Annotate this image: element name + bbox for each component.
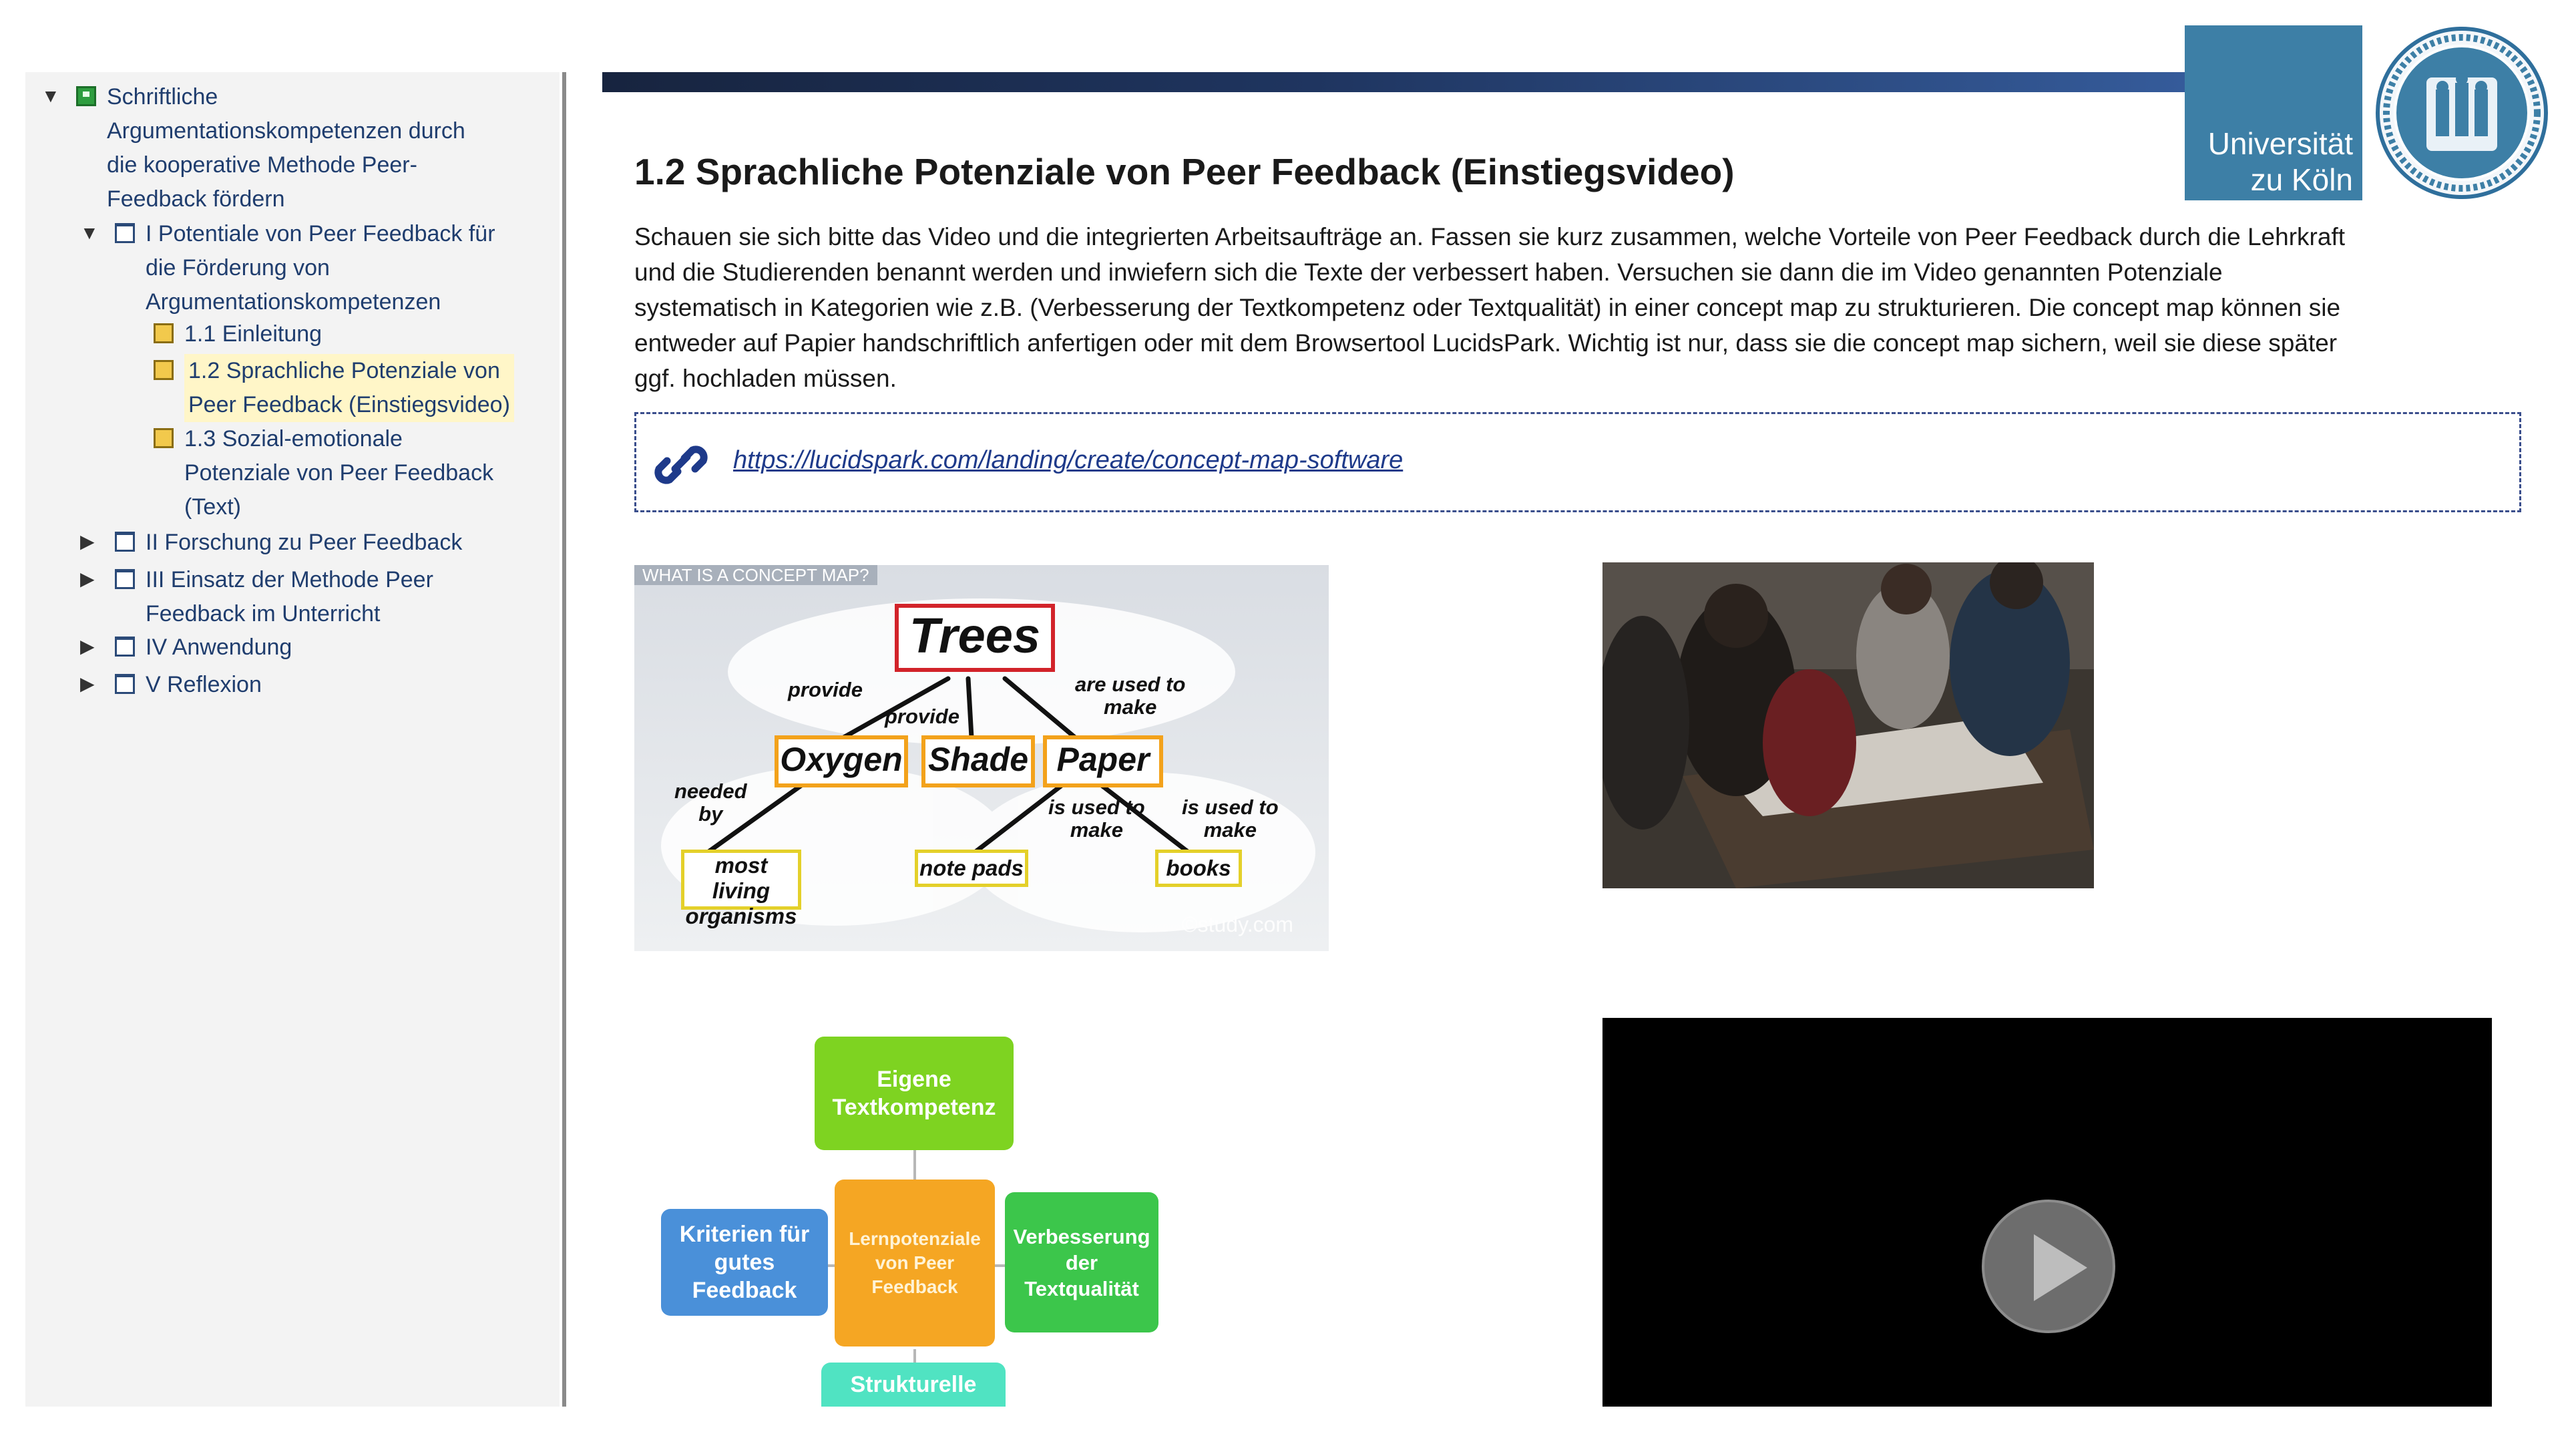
concept-map-example-image (634, 565, 1329, 951)
header-gradient-bar (602, 72, 2185, 92)
node-note-pads: note pads (915, 850, 1028, 887)
play-icon[interactable] (1982, 1200, 2115, 1333)
logo-line-1: Universität (2207, 126, 2353, 161)
folder-icon (115, 637, 135, 657)
page-title: 1.2 Sprachliche Potenziale von Peer Feedback (Einstiegsvideo) (634, 151, 1735, 192)
instruction-line: und die Studierenden benannt werden und inwiefern sich die Texte der verbessert haben. Versuchen sie dann die im Video genannten Potenziale (634, 258, 2223, 286)
concept-node-strukturelle: Strukturelle (821, 1363, 1006, 1407)
sidebar-divider[interactable] (562, 72, 566, 1407)
tree-item-label[interactable]: III Einsatz der Methode Peer Feedback im Unterricht (146, 567, 433, 626)
green-document-icon (76, 86, 96, 106)
tree-item-label[interactable]: 1.1 Einleitung (184, 321, 323, 347)
students-photo (1602, 562, 2094, 888)
instruction-line: ggf. hochladen müssen. (634, 365, 897, 392)
tree-item-chapter-4[interactable] (80, 631, 292, 665)
collapsed-arrow-icon[interactable]: ▶ (80, 568, 95, 589)
tree-item-1-2-active[interactable] (154, 354, 514, 422)
collapsed-arrow-icon[interactable]: ▶ (80, 531, 95, 552)
page-icon (154, 323, 174, 343)
tree-item-chapter-2[interactable] (80, 526, 462, 560)
university-seal-icon (2374, 25, 2549, 200)
video-player[interactable] (1602, 1018, 2492, 1407)
folder-icon (115, 223, 135, 243)
concept-node-kriterien: Kriterien für gutes Feedback (661, 1209, 828, 1316)
link-icon (652, 438, 710, 492)
folder-icon (115, 674, 135, 694)
folder-icon (115, 532, 135, 552)
tree-item-1-1[interactable] (154, 317, 322, 351)
concept-node-lernpotenziale: Lernpotenziale von Peer Feedback (835, 1180, 995, 1346)
folder-icon (115, 569, 135, 589)
expanded-arrow-icon[interactable]: ▼ (41, 85, 60, 106)
university-logo[interactable] (2185, 25, 2362, 200)
tree-item-label[interactable]: 1.2 Sprachliche Potenziale von Peer Feedback (Einstiegsvideo) (184, 354, 514, 422)
instruction-line: systematisch in Kategorien wie z.B. (Verbesserung der Textkompetenz oder Textqualität) in einer concept map zu strukturieren. Die concept map können sie (634, 294, 2341, 321)
lucidspark-link[interactable]: https://lucidspark.com/landing/create/concept-map-software (733, 446, 1404, 474)
concept-node-eigene-textkompetenz: Eigene Textkompetenz (815, 1037, 1014, 1150)
tree-item-label[interactable]: I Potentiale von Peer Feedback für die Förderung von Argumentationskompetenzen (146, 221, 495, 315)
tree-item-label[interactable]: 1.3 Sozial-emotionale Potenziale von Peer Feedback (Text) (184, 426, 494, 520)
node-trees: Trees (895, 604, 1055, 672)
image-caption: WHAT IS A CONCEPT MAP? (634, 565, 877, 585)
collapsed-arrow-icon[interactable]: ▶ (80, 673, 95, 694)
label-needed-by: needed by (674, 779, 747, 826)
collapsed-arrow-icon[interactable]: ▶ (80, 636, 95, 657)
label-is-used-to-make: is used to make (1048, 795, 1145, 842)
tree-item-chapter-1[interactable] (80, 217, 495, 319)
label-are-used-to-make: are used to make (1075, 673, 1186, 719)
tree-item-1-3[interactable] (154, 422, 493, 524)
node-most-living-organisms: most living organisms (681, 850, 801, 910)
tree-item-chapter-3[interactable] (80, 563, 433, 631)
label-provide: provide (788, 678, 863, 701)
page-icon (154, 360, 174, 380)
logo-line-2: zu Köln (2250, 162, 2353, 197)
node-oxygen: Oxygen (775, 735, 908, 787)
tree-item-label[interactable]: IV Anwendung (146, 635, 292, 660)
tree-item-chapter-5[interactable] (80, 668, 262, 702)
tree-item-label[interactable]: II Forschung zu Peer Feedback (146, 530, 463, 555)
tree-item-label[interactable]: V Reflexion (146, 672, 262, 697)
image-watermark: ©study.com (1182, 912, 1294, 936)
tree-item-label[interactable]: Schriftliche Argumentationskompetenzen durch die kooperative Methode Peer- Feedback fördern (107, 84, 465, 212)
node-books: books (1155, 850, 1242, 887)
expanded-arrow-icon[interactable]: ▼ (80, 222, 99, 243)
label-provide: provide (885, 705, 959, 728)
node-shade: Shade (921, 735, 1035, 787)
instruction-line: entweder auf Papier handschriftlich anfertigen oder mit dem Browsertool LucidsPark. Wichtig ist nur, dass sie die concept map sichern, weil sie diese später (634, 329, 2338, 357)
concept-node-verbesserung: Verbesserung der Textqualität (1005, 1192, 1158, 1332)
tree-item-course-root[interactable] (41, 80, 465, 216)
instruction-line: Schauen sie sich bitte das Video und die integrierten Arbeitsaufträge an. Fassen sie kurz zusammen, welche Vorteile von Peer Feedback durch die Lehrkraft (634, 223, 2345, 250)
page-icon (154, 428, 174, 448)
external-link-box[interactable] (634, 412, 2521, 512)
instruction-text (634, 219, 2497, 396)
node-paper: Paper (1043, 735, 1163, 787)
label-is-used-to-make: is used to make (1182, 795, 1279, 842)
